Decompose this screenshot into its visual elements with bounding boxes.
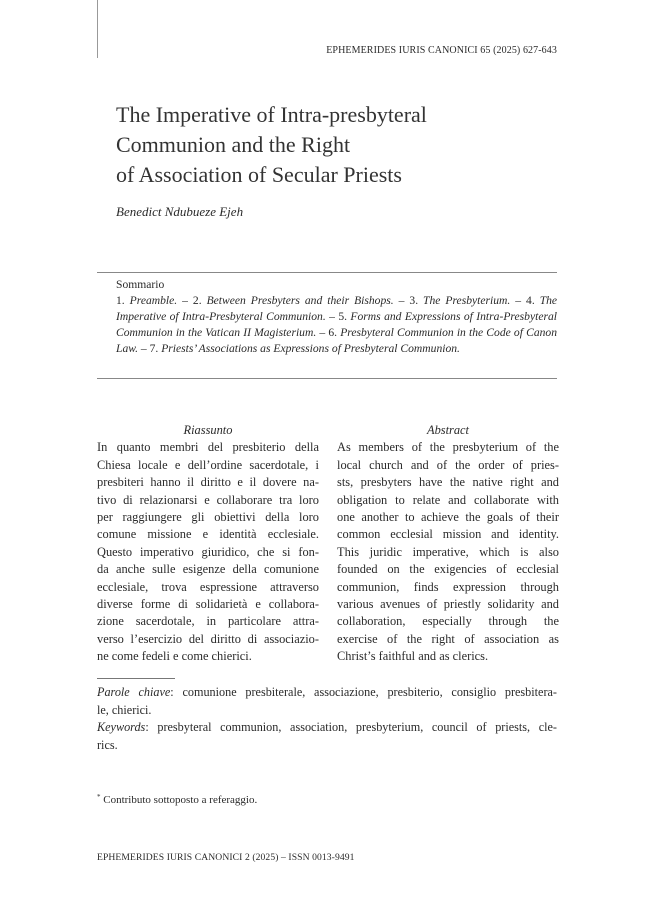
riassunto-line: da anche sulle esigenze della comunione bbox=[97, 562, 319, 577]
abstract-line: As members of the presbyterium of the bbox=[337, 440, 559, 455]
abstract-line: obligation to relate and collaborate with bbox=[337, 492, 559, 507]
footnote-text: Contributo sottoposto a referaggio. bbox=[103, 794, 258, 806]
keywords-text: : presbyteral communion, association, presbyterium, council of priests, cle- bbox=[145, 720, 557, 734]
title-line: Communion and the Right bbox=[116, 132, 351, 157]
riassunto-line: Questo imperativo giuridico, che si fon- bbox=[97, 544, 319, 559]
riassunto-line: In quanto membri del presbiterio della bbox=[97, 440, 319, 455]
riassunto-line: diverse forme di solidarietà e collabora- bbox=[97, 597, 319, 612]
riassunto-heading: Riassunto bbox=[183, 423, 233, 437]
summary-item: Between Presbyters and their Bishops. bbox=[206, 294, 394, 307]
footnote bbox=[97, 794, 257, 806]
summary-box bbox=[116, 277, 557, 357]
summary-item-number: 5. bbox=[338, 310, 351, 323]
keywords-block bbox=[97, 684, 557, 754]
summary-separator: – bbox=[510, 294, 527, 307]
title-line: of Association of Secular Priests bbox=[116, 162, 402, 187]
article-title bbox=[116, 100, 427, 190]
abstract-line: exercise of the right of association as bbox=[337, 631, 559, 646]
summary-label: Sommario bbox=[116, 278, 165, 291]
summary-item: The Imperative of Intra-Presbyteral Communion. bbox=[116, 294, 558, 323]
abstract-line: This juridic imperative, which is also bbox=[337, 544, 559, 559]
summary-top-rule bbox=[97, 272, 557, 273]
summary-separator: – bbox=[177, 294, 193, 307]
abstract-line: one another to achieve the goals of their bbox=[337, 510, 559, 525]
parole-chiave-label: Parole chiave bbox=[97, 685, 171, 699]
riassunto-line: Chiesa locale e dell’ordine sacerdotale, i bbox=[97, 457, 319, 472]
summary-list bbox=[116, 293, 557, 357]
keywords-rule bbox=[97, 678, 175, 679]
parole-chiave-text: : comunione presbiterale, associazione, presbiterio, consiglio presbitera- bbox=[170, 685, 557, 699]
abstract-line: various avenues of priestly solidarity and bbox=[337, 597, 559, 612]
abstract-line: founded on the exigencies of ecclesial bbox=[337, 562, 559, 577]
parole-chiave-line bbox=[97, 684, 557, 702]
abstract-line: sts, presbyters have the native right and bbox=[337, 475, 559, 490]
summary-separator: – bbox=[325, 310, 339, 323]
riassunto-column bbox=[97, 422, 319, 666]
abstract-line: collaboration, especially through the bbox=[337, 614, 559, 629]
parole-chiave-line: le, chierici. bbox=[97, 702, 152, 717]
summary-item-number: 6. bbox=[328, 326, 341, 339]
riassunto-line: comune missione e identità ecclesiale. bbox=[97, 527, 319, 542]
riassunto-line: zione sacerdotale, in particolare attra- bbox=[97, 614, 319, 629]
summary-item: Presbyteral Communion in the Code of Canon Law. bbox=[116, 326, 558, 355]
summary-item-number: 2. bbox=[192, 294, 207, 307]
title-line: The Imperative of Intra-presbyteral bbox=[116, 102, 427, 127]
riassunto-line: ecclesiale, trova espressione attraverso bbox=[97, 579, 319, 594]
author-name: Benedict Ndubueze Ejeh bbox=[116, 204, 244, 219]
summary-item-number: 7. bbox=[149, 342, 162, 355]
keywords-label: Keywords bbox=[97, 720, 146, 734]
summary-item: Preamble. bbox=[129, 294, 178, 307]
riassunto-line: verso l’esercizio del diritto di associazio- bbox=[97, 631, 319, 646]
summary-separator: – bbox=[316, 326, 329, 339]
footnote-mark: * bbox=[97, 793, 101, 801]
abstract-line: local church and of the order of pries- bbox=[337, 457, 559, 472]
riassunto-line: per raggiungere gli obiettivi della loro bbox=[97, 510, 319, 525]
abstract-line: Christ’s faithful and as clerics. bbox=[337, 649, 489, 664]
abstract-heading: Abstract bbox=[427, 423, 469, 437]
summary-item-number: 3. bbox=[409, 294, 424, 307]
abstract-line: communion, finds expression through bbox=[337, 579, 559, 594]
keywords-line: rics. bbox=[97, 737, 118, 752]
riassunto-line: ne come fedeli e come chierici. bbox=[97, 649, 252, 664]
summary-bottom-rule bbox=[97, 378, 557, 379]
abstract-text bbox=[337, 439, 559, 665]
margin-rule bbox=[97, 0, 98, 58]
summary-separator: – bbox=[393, 294, 410, 307]
keywords-line bbox=[97, 719, 557, 737]
summary-separator: – bbox=[138, 342, 150, 355]
abstract-column bbox=[337, 422, 559, 666]
riassunto-text bbox=[97, 439, 319, 665]
summary-item: Priests’ Associations as Expressions of Presbyteral Communion. bbox=[161, 342, 460, 355]
summary-item: The Presbyterium. bbox=[423, 294, 511, 307]
riassunto-line: tivo di relazionarsi e collaborare tra loro bbox=[97, 492, 319, 507]
summary-item-number: 4. bbox=[526, 294, 540, 307]
running-head: EPHEMERIDES IURIS CANONICI 65 (2025) 627-643 bbox=[326, 45, 557, 56]
summary-item-number: 1. bbox=[116, 294, 130, 307]
summary-item: Forms and Expressions of Intra-Presbyteral Communion in the Vatican II Magisterium. bbox=[116, 310, 557, 339]
abstract-line: common ecclesial mission and identity. bbox=[337, 527, 559, 542]
riassunto-line: presbiteri hanno il diritto e il dovere na- bbox=[97, 475, 319, 490]
page-footer: EPHEMERIDES IURIS CANONICI 2 (2025) – ISSN 0013-9491 bbox=[97, 852, 355, 863]
